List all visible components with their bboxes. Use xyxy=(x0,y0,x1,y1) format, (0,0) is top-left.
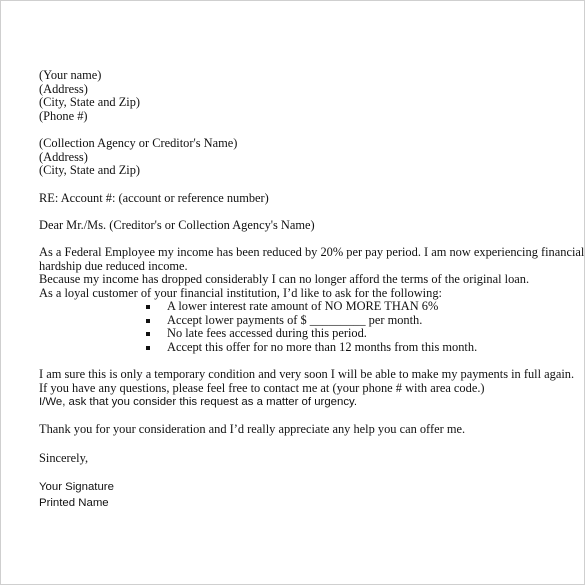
request-list xyxy=(146,300,477,354)
request-text: Accept this offer for no more than 12 months from this month. xyxy=(167,339,478,354)
list-item xyxy=(146,314,477,328)
printed-name-text: Printed Name xyxy=(39,497,109,509)
list-item xyxy=(146,327,477,341)
re-line-text: RE: Account #: (account or reference number) xyxy=(39,191,269,205)
thanks-paragraph xyxy=(39,423,569,437)
body1-line-2: hardship due reduced income. xyxy=(39,258,188,273)
sender-city: (City, State and Zip) xyxy=(39,95,141,110)
sender-block xyxy=(39,69,569,123)
recipient-name: (Collection Agency or Creditor's Name) xyxy=(39,136,238,150)
bullet-icon xyxy=(146,319,150,323)
salutation-text: Dear Mr./Ms. (Creditor's or Collection Agency's Name) xyxy=(39,218,315,232)
sender-phone: (Phone #) xyxy=(39,108,88,123)
closing-text: Sincerely, xyxy=(39,451,89,465)
request-text: A lower interest rate amount of NO MORE THAN 6% xyxy=(167,299,439,313)
body1-line-1: As a Federal Employee my income has been reduced by 20% per pay period. I am now experiencing financial xyxy=(39,245,585,259)
body-paragraph-2 xyxy=(39,367,575,409)
sender-name: (Your name) xyxy=(39,68,102,82)
salutation xyxy=(39,219,569,233)
bullet-icon xyxy=(146,346,150,350)
re-line xyxy=(39,192,569,206)
list-item xyxy=(146,300,477,314)
body1-line-3: Because my income has dropped considerably I can no longer afford the terms of the original loan. xyxy=(39,272,530,287)
body-paragraph-1 xyxy=(39,245,585,300)
body2-line-3: I/We, ask that you consider this request as a matter of urgency. xyxy=(39,396,358,409)
body2-line-1: I am sure this is only a temporary condition and very soon I will be able to make my payments in full again. xyxy=(39,367,575,381)
request-text: Accept lower payments of $ _________ per month. xyxy=(167,312,423,327)
thanks-text: Thank you for your consideration and I’d really appreciate any help you can offer me. xyxy=(39,422,466,436)
sender-address: (Address) xyxy=(39,81,88,96)
recipient-block xyxy=(39,137,569,178)
bullet-icon xyxy=(146,305,150,309)
body1-line-4: As a loyal customer of your financial institution, I’d like to ask for the following: xyxy=(39,285,442,300)
signature-text: Your Signature xyxy=(39,481,114,493)
closing xyxy=(39,452,569,466)
body2-line-2: If you have any questions, please feel free to contact me at (your phone # with area code.) xyxy=(39,380,485,395)
request-text: No late fees accessed during this period. xyxy=(167,326,367,341)
recipient-address: (Address) xyxy=(39,149,88,164)
bullet-icon xyxy=(146,332,150,336)
list-item xyxy=(146,341,477,355)
signature-block xyxy=(39,479,569,511)
recipient-city: (City, State and Zip) xyxy=(39,163,141,178)
